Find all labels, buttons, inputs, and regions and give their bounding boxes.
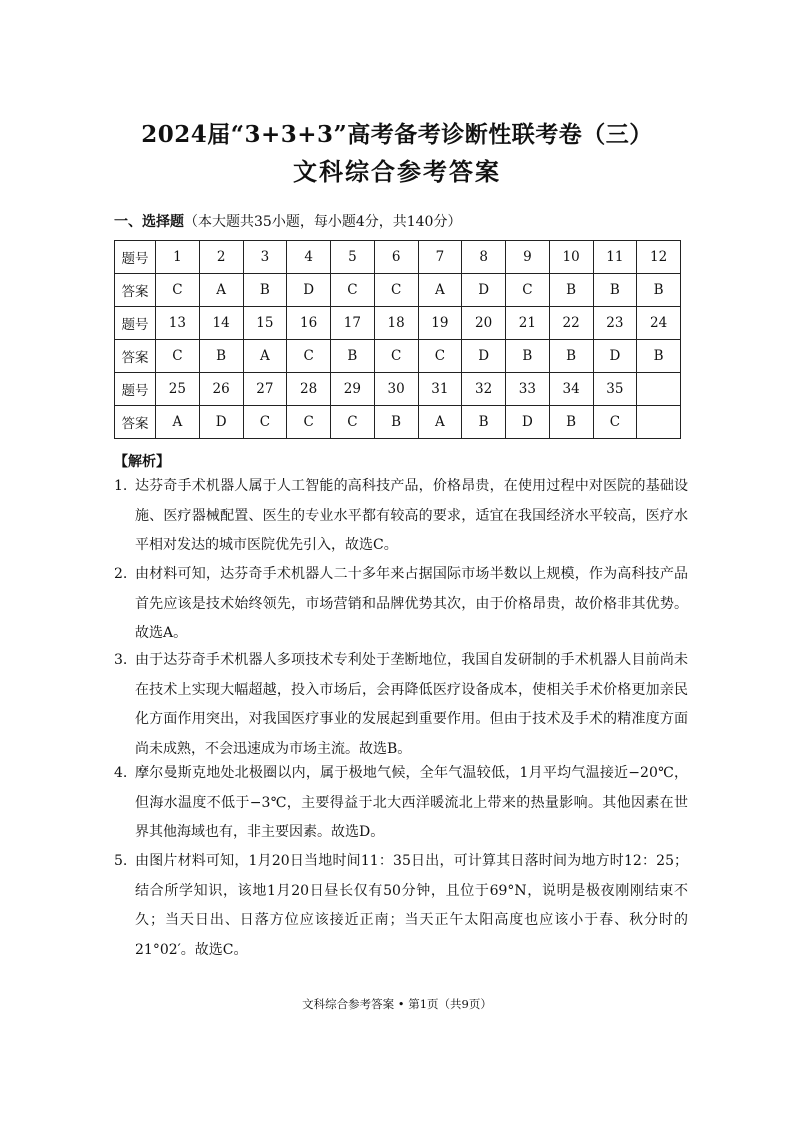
question-number-cell	[637, 373, 681, 406]
item-number: 3.	[114, 652, 128, 668]
question-number-cell: 32	[462, 373, 506, 406]
answer-cell: D	[462, 274, 506, 307]
item-text: 由材料可知，达芬奇手术机器人二十多年来占据国际市场半数以上规模，作为高科技产品首先应该是技术始终领先，市场营销和品牌优势其次，由于价格昂贵，故价格非其优势。故选A。	[135, 566, 688, 641]
row-label: 题号	[115, 241, 156, 274]
question-number-cell: 21	[506, 307, 550, 340]
analysis-heading: 【解析】	[114, 454, 170, 470]
answer-cell: B	[506, 340, 550, 373]
answer-cell: B	[199, 340, 243, 373]
row-label: 答案	[115, 406, 156, 439]
answer-cell: A	[418, 406, 462, 439]
analysis-item-2	[114, 560, 688, 649]
question-number-cell: 5	[331, 241, 375, 274]
question-number-cell: 6	[374, 241, 418, 274]
question-number-cell: 9	[506, 241, 550, 274]
question-number-cell: 12	[637, 241, 681, 274]
question-number-cell: 22	[549, 307, 593, 340]
question-number-cell: 11	[593, 241, 637, 274]
item-text: 达芬奇手术机器人属于人工智能的高科技产品，价格昂贵，在使用过程中对医院的基础设施、医疗器械配置、医生的专业水平都有较高的要求，适宜在我国经济水平较高，医疗水平相对发达的城市医院优先引入，故选C。	[135, 478, 688, 553]
item-text: 由图片材料可知，1月20日当地时间11：35日出，可计算其日落时间为地方时12：25；结合所学知识，该地1月20日昼长仅有50分钟，且位于69°N，说明是极夜刚刚结束不久；当天日出、日落方位应该接近正南；当天正午太阳高度也应该小于春、秋分时的21°02′。故选C。	[135, 853, 688, 958]
question-number-cell: 1	[156, 241, 200, 274]
title-line1: 2024届“3+3+3”高考备考诊断性联考卷（三）	[141, 121, 653, 148]
page-footer: 文科综合参考答案 • 第1页（共9页）	[302, 997, 492, 1011]
answer-cell: D	[462, 340, 506, 373]
answer-cell: B	[462, 406, 506, 439]
title-line2: 文科综合参考答案	[293, 157, 501, 186]
answer-cell: B	[549, 340, 593, 373]
question-number-cell: 35	[593, 373, 637, 406]
answer-cell: C	[331, 274, 375, 307]
answer-cell: C	[331, 406, 375, 439]
question-number-row	[115, 307, 681, 340]
item-number: 4.	[114, 765, 128, 781]
answer-cell: B	[374, 406, 418, 439]
question-number-cell: 3	[243, 241, 287, 274]
answer-row	[115, 340, 681, 373]
answer-cell: C	[287, 340, 331, 373]
question-number-cell: 24	[637, 307, 681, 340]
analysis-item-1	[114, 472, 688, 561]
answer-cell: A	[243, 340, 287, 373]
question-number-cell: 17	[331, 307, 375, 340]
row-label: 题号	[115, 373, 156, 406]
answer-cell: B	[637, 340, 681, 373]
question-number-cell: 14	[199, 307, 243, 340]
question-number-row	[115, 241, 681, 274]
question-number-row	[115, 373, 681, 406]
question-number-cell: 2	[199, 241, 243, 274]
analysis-item-5	[114, 847, 688, 965]
question-number-cell: 28	[287, 373, 331, 406]
item-text: 摩尔曼斯克地处北极圈以内，属于极地气候，全年气温较低，1月平均气温接近−20℃，但海水温度不低于−3℃，主要得益于北大西洋暖流北上带来的热量影响。其他因素在世界其他海域也有，非主要因素。故选D。	[135, 765, 688, 840]
question-number-cell: 33	[506, 373, 550, 406]
question-number-cell: 18	[374, 307, 418, 340]
question-number-cell: 19	[418, 307, 462, 340]
answer-cell: A	[156, 406, 200, 439]
answer-cell: A	[418, 274, 462, 307]
row-label: 答案	[115, 274, 156, 307]
answer-row	[115, 406, 681, 439]
answer-cell: C	[506, 274, 550, 307]
question-number-cell: 23	[593, 307, 637, 340]
answer-cell: C	[593, 406, 637, 439]
section-note: （本大题共35小题，每小题4分，共140分）	[184, 214, 462, 230]
question-number-cell: 7	[418, 241, 462, 274]
answer-row	[115, 274, 681, 307]
answer-cell: D	[506, 406, 550, 439]
item-number: 1.	[114, 478, 128, 494]
section-label: 一、选择题	[114, 214, 184, 230]
answer-cell: B	[331, 340, 375, 373]
question-number-cell: 30	[374, 373, 418, 406]
analysis-item-4	[114, 759, 688, 848]
question-number-cell: 10	[549, 241, 593, 274]
item-number: 5.	[114, 853, 128, 869]
answer-cell: D	[287, 274, 331, 307]
answer-cell: C	[156, 274, 200, 307]
answer-cell: C	[243, 406, 287, 439]
answer-cell: B	[549, 274, 593, 307]
item-text: 由于达芬奇手术机器人多项技术专利处于垄断地位，我国自发研制的手术机器人目前尚未在技术上实现大幅超越，投入市场后，会再降低医疗设备成本，使相关手术价格更加亲民化方面作用突出，对我国医疗事业的发展起到重要作用。但由于技术及手术的精准度方面尚未成熟，不会迅速成为市场主流。故选B。	[135, 652, 688, 757]
question-number-cell: 15	[243, 307, 287, 340]
question-number-cell: 20	[462, 307, 506, 340]
section-heading	[114, 211, 461, 231]
answer-cell: C	[287, 406, 331, 439]
answer-cell: C	[374, 340, 418, 373]
row-label: 题号	[115, 307, 156, 340]
row-label: 答案	[115, 340, 156, 373]
question-number-cell: 29	[331, 373, 375, 406]
question-number-cell: 31	[418, 373, 462, 406]
question-number-cell: 34	[549, 373, 593, 406]
answer-cell: D	[593, 340, 637, 373]
question-number-cell: 26	[199, 373, 243, 406]
answer-cell: B	[637, 274, 681, 307]
question-number-cell: 8	[462, 241, 506, 274]
answer-cell: A	[199, 274, 243, 307]
answer-cell	[637, 406, 681, 439]
answer-cell: B	[549, 406, 593, 439]
answer-cell: B	[243, 274, 287, 307]
item-number: 2.	[114, 566, 128, 582]
answer-cell: B	[593, 274, 637, 307]
question-number-cell: 16	[287, 307, 331, 340]
answer-cell: D	[199, 406, 243, 439]
answer-table	[114, 240, 681, 439]
question-number-cell: 25	[156, 373, 200, 406]
question-number-cell: 27	[243, 373, 287, 406]
question-number-cell: 13	[156, 307, 200, 340]
answer-cell: C	[418, 340, 462, 373]
answer-cell: C	[156, 340, 200, 373]
analysis-item-3	[114, 646, 688, 764]
answer-cell: C	[374, 274, 418, 307]
question-number-cell: 4	[287, 241, 331, 274]
